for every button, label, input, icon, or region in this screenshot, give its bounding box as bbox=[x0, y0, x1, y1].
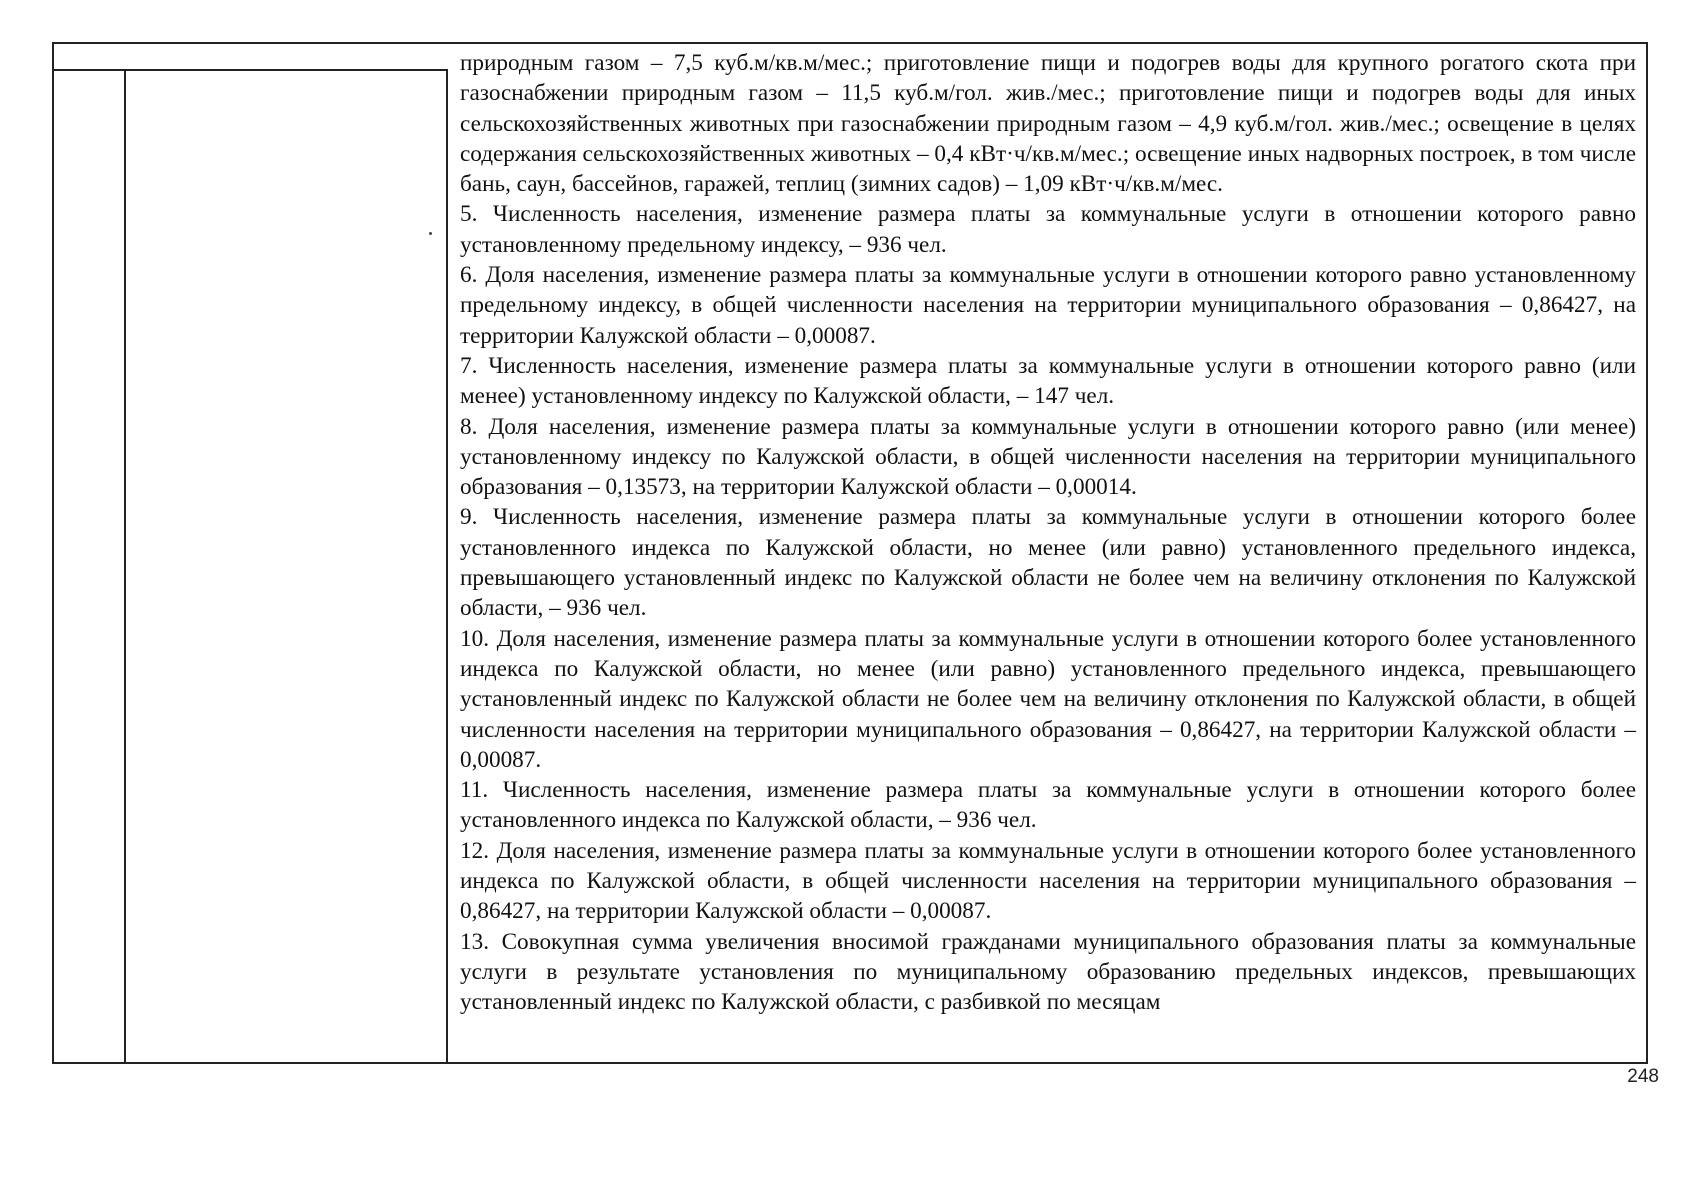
paragraph-item-5: 5. Численность населения, изменение размера платы за коммунальные услуги в отношении которого равно установленному предельному индексу, – 936 чел. bbox=[460, 201, 1636, 258]
paragraph-item-8: 8. Доля населения, изменение размера платы за коммунальные услуги в отношении которого равно (или менее) установленному индексу по Калужской области, в общей численности населения на территории муниципального образования – 0,13573, на территории Калужской области – 0,00014. bbox=[460, 413, 1636, 501]
paragraph-item-11: 11. Численность населения, изменение размера платы за коммунальные услуги в отношении которого более установленного индекса по Калужской области, – 936 чел. bbox=[460, 777, 1636, 834]
paragraph-item-13: 13. Совокупная сумма увеличения вносимой гражданами муниципального образования платы за коммунальные услуги в результате установления по муниципальному образованию предельных индексов, превышающих установленный индекс по Калужской области, с разбивкой по месяцам bbox=[460, 928, 1636, 1016]
paragraph-item-9: 9. Численность населения, изменение размера платы за коммунальные услуги в отношении которого более установленного индекса по Калужской области, но менее (или равно) установленного предельного индекса, превышающего установленный индекс по Калужской области не более чем на величину отклонения по Калужской области, – 936 чел. bbox=[460, 504, 1636, 622]
paragraph-item-12: 12. Доля населения, изменение размера платы за коммунальные услуги в отношении которого более установленного индекса по Калужской области, в общей численности населения на территории муниципального образования – 0,86427, на территории Калужской области – 0,00087. bbox=[460, 837, 1636, 925]
document-table bbox=[52, 42, 1648, 1064]
paragraph-utility-norms: природным газом – 7,5 куб.м/кв.м/мес.; приготовление пищи и подогрев воды для крупного рогатого скота при газоснабжении природным газом – 11,5 куб.м/гол. жив./мес.; приготовление пищи и подогрев воды для иных сельскохозяйственных животных при газоснабжении природным газом – 4,9 куб.м/гол. жив./мес.; освещение в целях содержания сельскохозяйственных животных – 0,4 кВт·ч/кв.м/мес.; освещение иных надворных построек, в том числе бань, саун, бассейнов, гаражей, теплиц (зимних садов) – 1,09 кВт·ч/кв.м/мес. bbox=[460, 50, 1636, 198]
paragraph-item-7: 7. Численность населения, изменение размера платы за коммунальные услуги в отношении которого равно (или менее) установленному индексу по Калужской области, – 147 чел. bbox=[460, 352, 1636, 410]
table-column-number bbox=[54, 69, 126, 1062]
page-number: 248 bbox=[1627, 1066, 1659, 1087]
table-column-title bbox=[126, 69, 448, 1062]
paragraph-item-6: 6. Доля населения, изменение размера платы за коммунальные услуги в отношении которого равно установленному предельному индексу, в общей численности населения на территории муниципального образования – 0,86427, на территории Калужской области – 0,00087. bbox=[460, 262, 1636, 349]
paragraph-item-10: 10. Доля населения, изменение размера платы за коммунальные услуги в отношении которого более установленного индекса по Калужской области, но менее (или равно) установленного предельного индекса, превышающего установленный индекс по Калужской области не более чем на величину отклонения по Калужской области, в общей численности населения на территории муниципального образования – 0,86427, на территории Калужской области – 0,00087. bbox=[460, 625, 1636, 773]
scan-dot-mark bbox=[429, 232, 432, 235]
table-column-content bbox=[448, 44, 1646, 1062]
